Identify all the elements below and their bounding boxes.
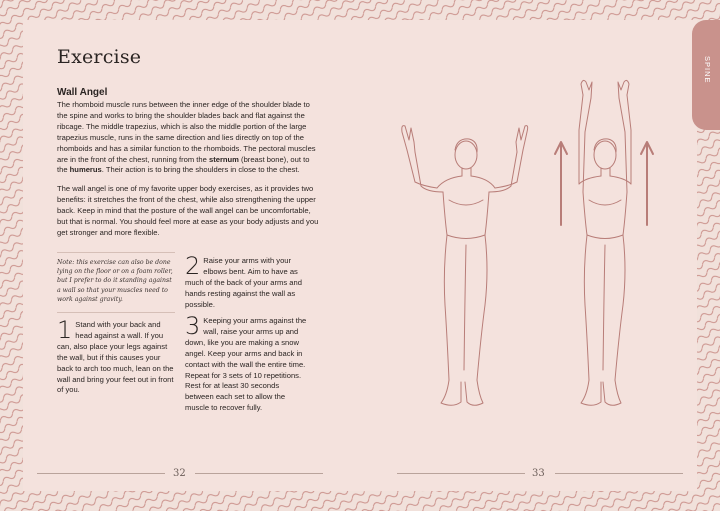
step-1-number: 1 <box>57 316 73 344</box>
wall-angel-illustration <box>385 70 685 430</box>
step-1 <box>57 316 177 396</box>
intro-paragraph: The rhomboid muscle runs between the inner edge of the shoulder blade to the spine and works to bring the shoulder blades back and flat against the ribcage. The middle trapezius, which is also the middle portion of the large trapezius muscle, runs in the same direction and lies directly on top of the rhomboids and has a similar function to the rhomboids. The pectoral muscles are in the front of the chest, running from the sternum (breast bone), out to the humerus. Their action is to bring the shoulders in close to the chest. <box>57 100 316 175</box>
left-footer-line-a <box>37 473 165 474</box>
figure-arms-bent <box>402 126 528 406</box>
step-1-text: Stand with your back and head against a wall. If you can, also place your legs against the wall, but if this causes your back to arch too much, lean on the wall and bring your feet out in front of you. <box>57 320 174 395</box>
note-text: Note: this exercise can also be done lying on the floor or on a foam roller, but I prefer to do it standing against a wall so that your muscles need to work against gravity. <box>57 259 173 303</box>
right-footer-line-b <box>555 473 683 474</box>
arrow-up-icon <box>555 142 653 225</box>
body-text <box>57 100 319 247</box>
right-page-number: 33 <box>532 468 545 479</box>
step-3 <box>185 312 307 414</box>
step-2-number: 2 <box>185 252 201 280</box>
benefits-paragraph: The wall angel is one of my favorite upper body exercises, as it provides two benefits: it stretches the front of the chest, while also strengthening the upper back. Keep in mind that the posture of the wall angel can be uncomfortable, but that is normal. You should feel more at ease as your body adjusts and you get stronger and more flexible. <box>57 184 319 237</box>
step-3-number: 3 <box>185 312 201 340</box>
step-2-text: Raise your arms with your elbows bent. Aim to have as much of the back of your arms and hands resting against the wall as possible. <box>185 256 302 309</box>
step-2 <box>185 252 307 311</box>
note-bottom-rule <box>57 312 175 313</box>
step-3-text: Keeping your arms against the wall, raise your arms up and down, like you are making a snow angel. Keep your arms and back in contact with the wall the entire time. Repeat for 3 sets of 10 repetitions. Rest for at least 30 seconds between each set to allow the muscle to recover fully. <box>185 316 307 413</box>
page-title: Exercise <box>57 46 142 68</box>
chapter-tab-label: SPINE <box>703 56 712 84</box>
left-page-number: 32 <box>173 468 186 479</box>
left-footer-line-b <box>195 473 323 474</box>
note-top-rule <box>57 252 175 253</box>
figure-arms-raised <box>579 80 631 405</box>
exercise-name: Wall Angel <box>57 87 108 98</box>
right-footer-line-a <box>397 473 525 474</box>
